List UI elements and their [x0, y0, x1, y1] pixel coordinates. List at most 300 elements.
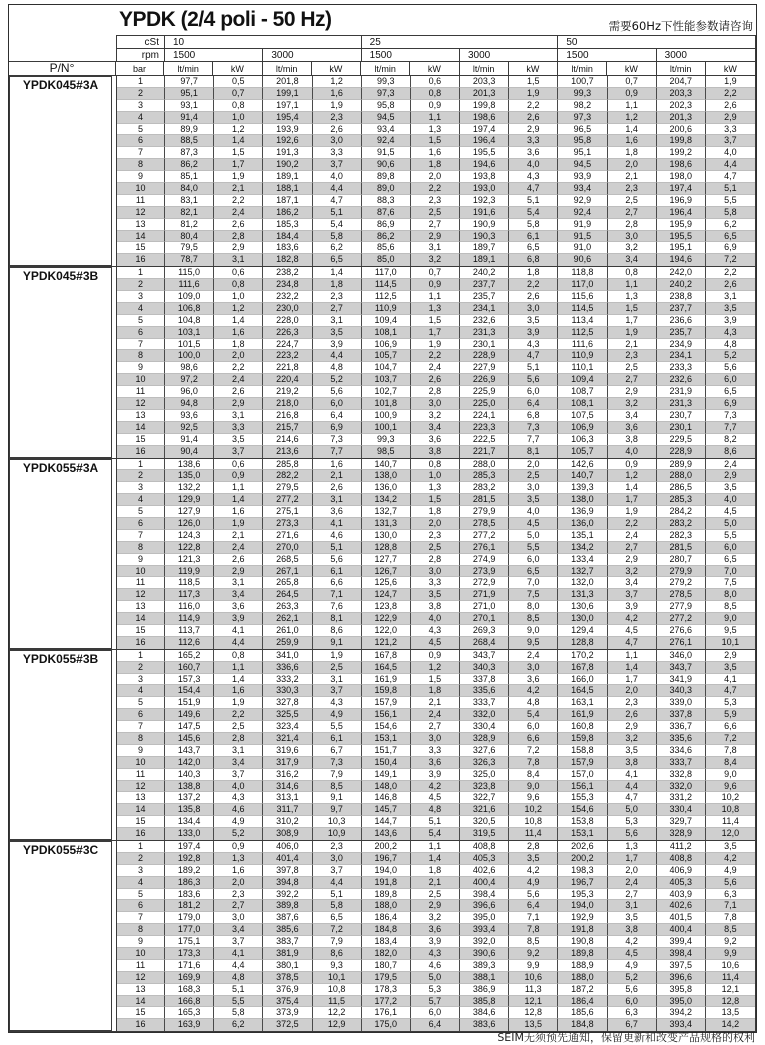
table-cell: 381,9 [263, 948, 312, 960]
table-cell: 1,9 [313, 650, 362, 662]
table-cell: 3,9 [411, 769, 460, 781]
table-cell: 282,3 [657, 530, 706, 542]
table-cell: 234,1 [460, 303, 509, 315]
table-cell: 4,5 [608, 625, 657, 637]
table-cell: 6,5 [706, 554, 755, 566]
table-cell: 93,4 [362, 124, 411, 136]
table-cell: 191,8 [362, 877, 411, 889]
table-cell: 7,3 [313, 757, 362, 769]
table-row [117, 697, 755, 709]
table-cell: 5,1 [214, 984, 263, 996]
table-cell: 3,8 [411, 601, 460, 613]
bar-value: 7 [117, 912, 165, 924]
table-cell: 94,5 [362, 112, 411, 124]
table-cell: 91,4 [165, 112, 214, 124]
table-cell: 271,6 [263, 530, 312, 542]
table-row [117, 936, 755, 948]
table-cell: 122,0 [362, 625, 411, 637]
product-group [9, 459, 756, 650]
table-cell: 4,8 [509, 697, 558, 709]
table-row [117, 530, 755, 542]
table-cell: 0,8 [214, 100, 263, 112]
table-cell: 2,6 [411, 374, 460, 386]
table-cell: 341,9 [657, 674, 706, 686]
table-row [117, 960, 755, 972]
table-cell: 131,3 [558, 589, 607, 601]
bar-value: 3 [117, 482, 165, 494]
group-label-cell [9, 841, 116, 1031]
bar-value: 14 [117, 422, 165, 434]
bar-value: 12 [117, 781, 165, 793]
table-cell: 5,1 [509, 195, 558, 207]
table-cell: 5,6 [706, 877, 755, 889]
table-cell: 340,3 [657, 685, 706, 697]
table-cell: 285,3 [657, 494, 706, 506]
table-row [117, 279, 755, 291]
bar-value: 6 [117, 900, 165, 912]
table-cell: 9,3 [313, 960, 362, 972]
table-cell: 134,4 [165, 816, 214, 828]
table-cell: 3,1 [313, 315, 362, 327]
table-body [9, 76, 756, 1032]
table-cell: 3,5 [608, 912, 657, 924]
table-cell: 108,7 [558, 386, 607, 398]
table-cell: 231,3 [460, 327, 509, 339]
table-cell: 198,6 [657, 159, 706, 171]
table-cell: 203,3 [460, 76, 509, 88]
table-cell: 216,8 [263, 410, 312, 422]
table-cell: 7,3 [313, 434, 362, 446]
table-cell: 262,1 [263, 613, 312, 625]
table-row [117, 183, 755, 195]
table-cell: 125,6 [362, 577, 411, 589]
table-cell: 3,1 [411, 242, 460, 254]
table-row [117, 112, 755, 124]
table-cell: 88,3 [362, 195, 411, 207]
table-row [117, 446, 755, 458]
bar-value: 11 [117, 386, 165, 398]
table-cell: 132,2 [165, 482, 214, 494]
table-cell: 6,0 [509, 386, 558, 398]
table-cell: 403,9 [657, 889, 706, 901]
table-cell: 158,8 [558, 745, 607, 757]
table-cell: 3,0 [411, 566, 460, 578]
table-cell: 4,9 [509, 877, 558, 889]
table-cell: 7,3 [509, 422, 558, 434]
table-cell: 7,9 [313, 769, 362, 781]
table-cell: 159,8 [558, 733, 607, 745]
table-cell: 263,3 [263, 601, 312, 613]
table-cell: 4,5 [411, 637, 460, 649]
bar-value: 1 [117, 267, 165, 279]
bar-value: 2 [117, 279, 165, 291]
table-cell: 106,9 [558, 422, 607, 434]
table-cell: 2,8 [411, 554, 460, 566]
bar-value: 7 [117, 530, 165, 542]
table-cell: 1,5 [214, 147, 263, 159]
table-cell: 192,3 [460, 195, 509, 207]
table-cell: 406,0 [263, 841, 312, 853]
table-cell: 85,1 [165, 171, 214, 183]
table-cell: 5,4 [509, 709, 558, 721]
table-cell: 5,1 [313, 889, 362, 901]
table-cell: 2,6 [509, 291, 558, 303]
table-row [117, 374, 755, 386]
table-cell: 184,8 [558, 1019, 607, 1031]
table-cell: 314,6 [263, 781, 312, 793]
table-cell: 98,5 [362, 446, 411, 458]
bar-value: 8 [117, 924, 165, 936]
table-cell: 224,1 [460, 410, 509, 422]
table-cell: 96,0 [165, 386, 214, 398]
bar-value: 14 [117, 231, 165, 243]
table-cell: 8,1 [313, 613, 362, 625]
table-cell: 93,4 [558, 183, 607, 195]
table-cell: 281,5 [460, 494, 509, 506]
table-cell: 5,3 [608, 816, 657, 828]
table-cell: 2,4 [706, 459, 755, 471]
table-cell: 2,3 [313, 291, 362, 303]
bar-value: 11 [117, 960, 165, 972]
bar-value: 9 [117, 554, 165, 566]
table-cell: 319,5 [460, 828, 509, 840]
table-cell: 2,4 [509, 650, 558, 662]
table-cell: 110,9 [558, 350, 607, 362]
table-cell: 1,2 [608, 112, 657, 124]
table-cell: 1,2 [608, 470, 657, 482]
table-cell: 3,8 [608, 924, 657, 936]
bar-value: 2 [117, 88, 165, 100]
table-cell: 140,7 [558, 470, 607, 482]
table-cell: 135,8 [165, 804, 214, 816]
table-cell: 9,7 [313, 804, 362, 816]
table-cell: 4,4 [214, 960, 263, 972]
table-cell: 197,4 [165, 841, 214, 853]
table-cell: 8,5 [706, 924, 755, 936]
table-cell: 7,2 [724, 254, 737, 265]
table-cell: 6,5 [509, 566, 558, 578]
table-cell: 4,0 [509, 506, 558, 518]
table-cell: 261,0 [263, 625, 312, 637]
table-cell: 161,9 [362, 674, 411, 686]
group-label: YPDK045#3B [9, 267, 112, 457]
table-cell: 2,8 [214, 231, 263, 243]
table-cell: 193,9 [263, 124, 312, 136]
table-cell: 214,6 [263, 434, 312, 446]
bar-value: 16 [117, 1019, 165, 1031]
table-cell: 4,7 [509, 350, 558, 362]
table-cell: 2,7 [313, 303, 362, 315]
table-cell: 4,3 [313, 697, 362, 709]
table-cell: 195,5 [657, 231, 706, 243]
table-cell: 264,5 [263, 589, 312, 601]
table-cell: 7,8 [706, 745, 755, 757]
table-cell: 4,0 [214, 781, 263, 793]
table-cell: 153,1 [558, 828, 607, 840]
table-cell: 95,8 [362, 100, 411, 112]
table-cell: 283,2 [657, 518, 706, 530]
table-cell: 157,0 [558, 769, 607, 781]
table-cell: 0,9 [411, 279, 460, 291]
table-cell: 6,3 [706, 889, 755, 901]
table-cell: 192,8 [165, 853, 214, 865]
table-cell: 173,3 [165, 948, 214, 960]
table-cell: 411,2 [657, 841, 706, 853]
table-row [117, 482, 755, 494]
table-cell: 5,5 [313, 721, 362, 733]
table-cell: 2,9 [706, 112, 755, 124]
power-unit-header: kW [213, 62, 262, 75]
table-cell: 7,3 [706, 410, 755, 422]
table-cell: 112,5 [362, 291, 411, 303]
table-cell: 2,9 [706, 650, 755, 662]
table-cell: 3,5 [509, 494, 558, 506]
table-cell: 8,4 [706, 757, 755, 769]
table-cell: 11,4 [706, 972, 755, 984]
table-cell: 3,7 [608, 589, 657, 601]
table-cell: 265,8 [263, 577, 312, 589]
table-cell: 4,7 [509, 183, 558, 195]
table-cell: 320,5 [460, 816, 509, 828]
table-cell: 136,9 [558, 506, 607, 518]
flow-unit-header: lt/min [361, 62, 410, 75]
table-cell: 1,6 [214, 685, 263, 697]
table-cell: 146,8 [362, 792, 411, 804]
table-cell: 317,9 [263, 757, 312, 769]
table-cell: 2,1 [214, 183, 263, 195]
table-cell: 259,9 [263, 637, 312, 649]
table-cell: 2,4 [214, 207, 263, 219]
table-cell: 3,7 [313, 159, 362, 171]
table-cell: 163,1 [558, 697, 607, 709]
table-cell: 2,5 [411, 889, 460, 901]
table-cell: 2,3 [313, 841, 362, 853]
table-cell: 102,7 [362, 386, 411, 398]
table-cell: 3,5 [706, 482, 755, 494]
table-cell: 5,4 [411, 828, 460, 840]
table-cell: 376,9 [263, 984, 312, 996]
table-cell: 322,7 [460, 792, 509, 804]
datasheet [8, 4, 757, 1033]
table-cell: 199,2 [657, 147, 706, 159]
table-cell: 89,9 [165, 124, 214, 136]
table-cell: 6,1 [509, 231, 558, 243]
table-cell: 3,1 [313, 674, 362, 686]
table-cell: 329,7 [657, 816, 706, 828]
table-cell: 9,9 [706, 948, 755, 960]
flow-unit-header: lt/min [263, 62, 312, 75]
table-cell: 6,0 [313, 398, 362, 410]
flow-unit-header: lt/min [460, 62, 509, 75]
table-cell: 154,4 [165, 685, 214, 697]
table-cell: 6,8 [509, 410, 558, 422]
table-cell: 1,8 [214, 339, 263, 351]
table-cell: 311,7 [263, 804, 312, 816]
table-cell: 4,9 [706, 865, 755, 877]
table-cell: 6,5 [509, 242, 558, 254]
table-cell: 191,8 [558, 924, 607, 936]
table-cell: 1,5 [411, 135, 460, 147]
group-label-cell [9, 650, 116, 840]
table-cell: 150,4 [362, 757, 411, 769]
table-cell: 1,5 [411, 674, 460, 686]
table-cell: 5,1 [313, 207, 362, 219]
table-cell: 390,6 [460, 948, 509, 960]
table-cell: 6,5 [313, 254, 362, 266]
table-cell: 3,7 [706, 135, 755, 147]
table-cell: 160,8 [558, 721, 607, 733]
group-rows [116, 841, 756, 1031]
table-cell: 1,8 [313, 279, 362, 291]
table-cell: 131,3 [362, 518, 411, 530]
table-cell: 135,1 [558, 530, 607, 542]
table-cell: 138,6 [165, 459, 214, 471]
table-cell: 95,1 [165, 88, 214, 100]
table-cell: 91,9 [558, 219, 607, 231]
table-cell: 4,0 [313, 171, 362, 183]
table-cell: 183,6 [263, 242, 312, 254]
table-cell: 129,4 [558, 625, 607, 637]
table-cell: 97,3 [362, 88, 411, 100]
table-cell: 4,7 [608, 637, 657, 649]
table-cell: 90,6 [558, 254, 607, 266]
table-cell: 189,1 [263, 171, 312, 183]
table-cell: 276,1 [460, 542, 509, 554]
table-cell: 2,6 [313, 124, 362, 136]
table-cell: 6,0 [706, 542, 755, 554]
table-cell: 0,9 [608, 459, 657, 471]
table-row [117, 674, 755, 686]
table-cell: 0,9 [608, 88, 657, 100]
table-cell: 336,7 [657, 721, 706, 733]
table-cell: 138,8 [165, 781, 214, 793]
table-cell: 6,2 [313, 242, 362, 254]
table-cell: 226,9 [460, 374, 509, 386]
table-cell: 2,9 [214, 242, 263, 254]
table-cell: 87,6 [362, 207, 411, 219]
table-cell: 92,4 [362, 135, 411, 147]
table-cell: 95,8 [558, 135, 607, 147]
power-unit-header: kW [509, 62, 558, 75]
table-cell: 180,7 [362, 960, 411, 972]
table-cell: 328,9 [657, 828, 706, 840]
table-cell: 98,2 [558, 100, 607, 112]
table-cell: 97,2 [165, 374, 214, 386]
table-cell: 1,7 [411, 327, 460, 339]
table-cell: 1,6 [214, 327, 263, 339]
table-cell: 2,8 [608, 219, 657, 231]
table-row [117, 398, 755, 410]
table-cell: 0,7 [608, 76, 657, 88]
table-cell: 105,7 [558, 446, 607, 458]
table-cell: 121,3 [165, 554, 214, 566]
table-cell: 310,2 [263, 816, 312, 828]
table-cell: 80,4 [165, 231, 214, 243]
table-cell: 6,0 [509, 554, 558, 566]
table-cell: 278,5 [460, 518, 509, 530]
table-row [117, 566, 755, 578]
table-cell: 383,7 [263, 936, 312, 948]
bar-value: 16 [117, 828, 165, 840]
table-cell: 9,1 [313, 792, 362, 804]
table-cell: 1,6 [214, 506, 263, 518]
bar-value: 4 [117, 877, 165, 889]
table-cell: 5,3 [706, 697, 755, 709]
table-cell: 5,2 [313, 374, 362, 386]
table-cell: 3,0 [411, 398, 460, 410]
table-cell: 99,3 [362, 76, 411, 88]
table-cell: 4,7 [706, 685, 755, 697]
table-cell: 3,5 [214, 434, 263, 446]
table-cell: 1,9 [706, 76, 755, 88]
table-cell: 386,9 [460, 984, 509, 996]
table-cell: 327,6 [460, 745, 509, 757]
rpm-label: rpm [117, 49, 165, 61]
table-cell: 199,8 [460, 100, 509, 112]
table-cell: 313,1 [263, 792, 312, 804]
table-cell: 8,0 [706, 589, 755, 601]
table-cell: 2,9 [608, 554, 657, 566]
table-cell: 0,6 [411, 76, 460, 88]
table-cell: 2,6 [509, 112, 558, 124]
table-cell: 5,9 [706, 709, 755, 721]
table-cell: 395,0 [657, 996, 706, 1008]
table-cell: 9,0 [706, 613, 755, 625]
table-cell: 0,9 [214, 470, 263, 482]
table-cell: 3,6 [509, 147, 558, 159]
table-cell: 142,6 [558, 459, 607, 471]
table-cell: 103,1 [165, 327, 214, 339]
table-cell: 397,5 [657, 960, 706, 972]
table-cell: 2,9 [214, 398, 263, 410]
table-cell: 165,3 [165, 1007, 214, 1019]
table-cell: 326,3 [460, 757, 509, 769]
table-cell: 106,8 [165, 303, 214, 315]
table-cell: 218,0 [263, 398, 312, 410]
table-cell: 1,4 [411, 853, 460, 865]
table-cell: 4,5 [608, 948, 657, 960]
table-row [117, 267, 755, 279]
table-cell: 2,0 [411, 171, 460, 183]
table-cell: 8,1 [509, 446, 558, 458]
table-cell: 398,4 [460, 889, 509, 901]
table-cell: 132,7 [362, 506, 411, 518]
table-cell: 90,6 [362, 159, 411, 171]
table-cell: 192,6 [263, 135, 312, 147]
table-cell: 5,2 [706, 350, 755, 362]
table-cell: 167,8 [362, 650, 411, 662]
table-cell: 192,9 [558, 912, 607, 924]
table-cell: 4,1 [214, 625, 263, 637]
table-cell: 3,0 [509, 303, 558, 315]
table-cell: 2,5 [214, 721, 263, 733]
group-label: YPDK055#3A [9, 459, 112, 649]
table-cell: 4,3 [214, 792, 263, 804]
table-cell: 333,2 [263, 674, 312, 686]
table-cell: 395,0 [460, 912, 509, 924]
table-cell: 8,6 [313, 625, 362, 637]
table-cell: 1,8 [411, 159, 460, 171]
table-cell: 235,7 [460, 291, 509, 303]
table-cell: 394,2 [657, 1007, 706, 1019]
table-cell: 3,5 [509, 315, 558, 327]
table-cell: 2,7 [214, 900, 263, 912]
table-cell: 108,1 [558, 398, 607, 410]
table-cell: 1,8 [411, 506, 460, 518]
table-row [117, 865, 755, 877]
table-cell: 3,4 [214, 589, 263, 601]
bar-value: 9 [117, 745, 165, 757]
